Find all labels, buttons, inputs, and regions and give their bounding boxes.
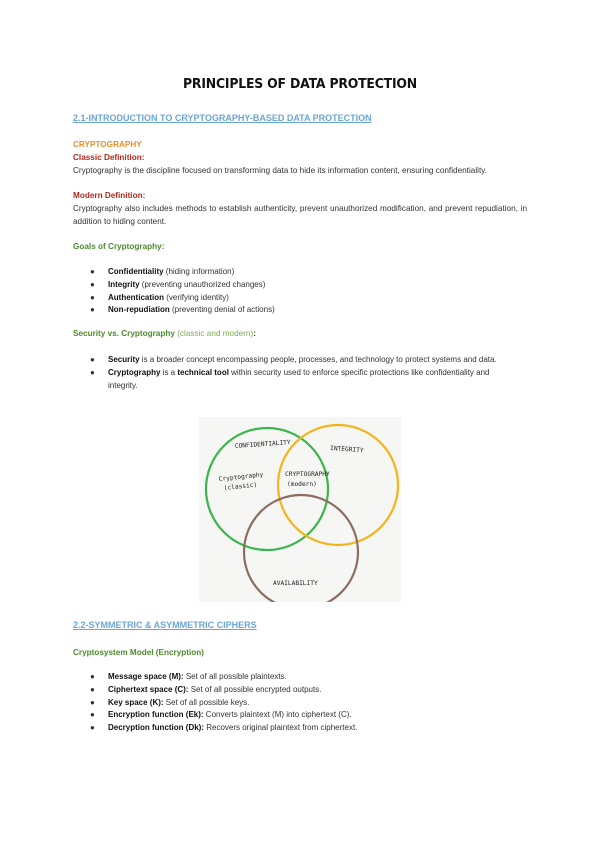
modern-definition-label: Modern Definition:	[73, 191, 146, 200]
modern-paren-label: (modern)	[287, 481, 317, 488]
modern-definition-text: Cryptography also includes methods to establish authenticity, prevent unauthorized modification, and prevent repudiation, in addition to hiding content.	[73, 204, 527, 226]
confidentiality-label: CONFIDENTIALITY	[234, 439, 291, 450]
list-item: ● Confidentiality (hiding information)	[90, 267, 235, 276]
list-item: ● Key space (K): Set of all possible keys.	[90, 697, 250, 707]
goals-heading: Goals of Cryptography:	[73, 242, 165, 251]
classic-cryptography-label: Cryptography	[218, 471, 264, 483]
list-item: ● Non-repudiation (preventing denial of actions)	[90, 305, 275, 315]
availability-label: AVAILABILITY	[273, 580, 318, 587]
modern-cryptography-label: CRYPTOGRAPHY	[285, 471, 330, 478]
list-item: ● Security is a broader concept encompassing people, processes, and technology to protect systems and data.	[90, 355, 497, 364]
classic-paren-label: (classic)	[223, 481, 258, 492]
venn-diagram	[199, 417, 401, 602]
list-item: ● Cryptography is a technical tool within security used to enforce specific protections like confidentiality and integrity.	[90, 367, 490, 390]
list-item: ● Ciphertext space (C): Set of all possible encrypted outputs.	[90, 684, 322, 694]
classic-definition-text: Cryptography is the discipline focused on transforming data to hide its information content, ensuring confidentiality.	[73, 166, 487, 175]
list-item: ● Message space (M): Set of all possible plaintexts.	[90, 672, 287, 681]
section-2-heading: 2.2-SYMMETRIC & ASYMMETRIC CIPHERS	[73, 620, 257, 630]
goals-list	[73, 266, 275, 317]
cryptosystem-list	[73, 671, 357, 735]
cryptosystem-model-heading: Cryptosystem Model (Encryption)	[73, 648, 205, 657]
integrity-label: INTEGRITY	[329, 445, 364, 455]
list-item: ● Authentication (verifying identity)	[90, 292, 229, 302]
security-list	[73, 354, 513, 392]
classic-definition-label: Classic Definition:	[73, 153, 145, 162]
security-vs-cryptography-heading: Security vs. Cryptography (classic and modern):	[73, 329, 256, 338]
list-item: ● Encryption function (Ek): Converts plaintext (M) into ciphertext (C).	[90, 710, 352, 720]
list-item: ● Integrity (preventing unauthorized changes)	[90, 279, 266, 289]
page-title: PRINCIPLES OF DATA PROTECTION	[183, 76, 417, 92]
list-item: ● Decryption function (Dk): Recovers original plaintext from ciphertext.	[90, 723, 358, 733]
section-1-heading: 2.1-INTRODUCTION TO CRYPTOGRAPHY-BASED DATA PROTECTION	[73, 113, 372, 123]
cryptography-label: CRYPTOGRAPHY	[73, 140, 142, 149]
